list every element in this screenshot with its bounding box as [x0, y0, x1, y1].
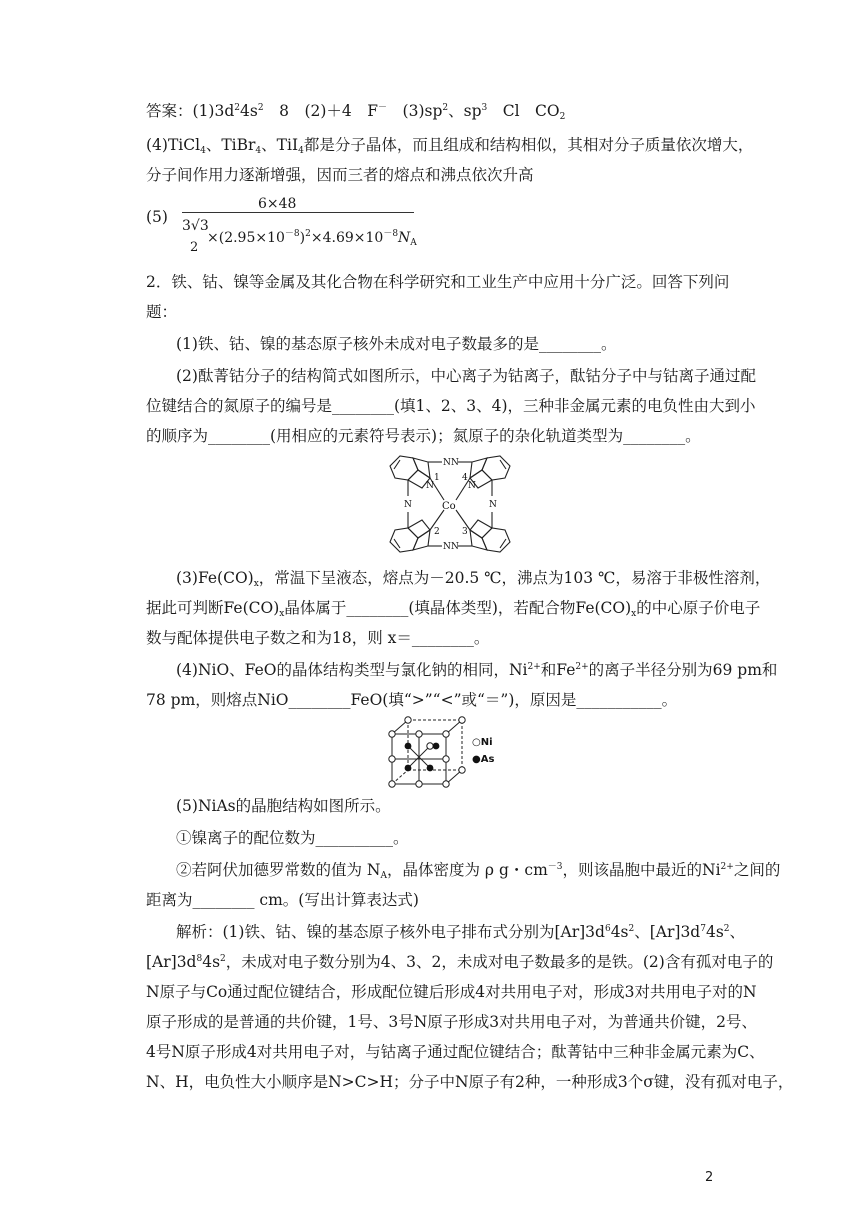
q2-part5-1: ①镍离子的配位数为__________。 [176, 829, 409, 847]
pc-n-label-inner4: N [468, 481, 476, 491]
answer-part4-line1: (4)TiCl$_4$、TiBr$_4$、TiI$_4$都是分子晶体，而且组成和结构相似，其相对分子质量依次增大， [146, 136, 754, 156]
analysis-line6: N、H，电负性大小顺序是N>C>H；分子中N原子有2种，一种形成3个σ键，没有孤对电子， [146, 1073, 794, 1091]
answer-label: 答案： [146, 102, 193, 120]
fraction-numerator: 6×48 [258, 196, 297, 212]
pc-n-label-bottom: N [443, 542, 451, 552]
fraction-bar [182, 212, 414, 213]
answer-part5-label: (5) [146, 208, 168, 226]
pc-n-label-top: N [443, 458, 451, 468]
q2-part2-line3: 的顺序为________(用相应的元素符号表示)；氮原子的杂化轨道类型为________。 [146, 427, 701, 445]
pc-number-3: 3 [462, 527, 468, 537]
pc-number-1: 1 [434, 473, 440, 483]
q2-part3-line2: 据此可判断$Fe(CO)_x$晶体属于________(填晶体类型)，若配合物$Fe(CO)_x$的中心原子价电子 [146, 599, 761, 619]
answer-line: 答案：$(1)3d^24s^2$ 8 (2)＋4 F－ $(3)sp^2$、$sp^3$ Cl $CO_2$ [146, 102, 566, 122]
q2-part3-line1: $(3)Fe(CO)_x$，常温下呈液态，熔点为－20.5 ℃，沸点为103 ℃，易溶于非极性溶剂， [176, 569, 771, 589]
analysis-line4: 原子形成的是普通的共价键，1号、3号N原子形成3对共用电子对，为普通共价键，2号、 [146, 1013, 758, 1031]
fraction-sub-denominator: 2 [190, 240, 199, 255]
q2-part4-line2: 78 pm，则熔点NiO________FeO(填“>”“<”或“＝”)，原因是___________。 [146, 691, 678, 709]
q2-intro-line1: 2．铁、钴、镍等金属及其化合物在科学研究和工业生产中应用十分广泛。回答下列问 [146, 273, 730, 291]
q2-part2-line2: 位键结合的氮原子的编号是________(填1、2、3、4)，三种非金属元素的电负性由大到小 [146, 397, 756, 415]
q2-part5-3: 距离为________ cm。(写出计算表达式) [146, 891, 419, 909]
pc-n-label-left: N [404, 500, 412, 510]
nias-unit-cell-figure [386, 716, 512, 788]
q2-intro-line2: 题： [146, 303, 178, 321]
analysis-line2: $[Ar]3d^84s^2$，未成对电子数分别为4、3、2，未成对电子数最多的是铁。(2)含有孤对电子的 [146, 953, 774, 971]
pc-number-4: 4 [462, 473, 468, 483]
nias-legend-ni: ○Ni [472, 737, 493, 748]
q2-part4-line1: (4)NiO、FeO的晶体结构类型与氯化钠的相同，$Ni^{2+}$和$Fe^{2+}$的离子半径分别为69 pm和 [176, 661, 778, 679]
answer-part4-line2: 分子间作用力逐渐增强，因而三者的熔点和沸点依次升高 [146, 166, 534, 184]
fraction-denominator: $\times(2.95\times 10^{-8})^2\times 4.69\times 10^{-8}N_A$ [207, 229, 417, 248]
pc-n-label-right: N [489, 500, 497, 510]
analysis-line5: 4号N原子形成4对共用电子对，与钴离子通过配位键结合；酞菁钴中三种非金属元素为C、 [146, 1043, 765, 1061]
q2-part2-line1: (2)酞菁钴分子的结构简式如图所示，中心离子为钴离子，酞钴分子中与钴离子通过配 [176, 367, 756, 385]
fraction-sqrt: 3√3 [182, 218, 209, 234]
nias-legend-as: ●As [472, 754, 495, 765]
pc-center-co: Co [442, 501, 456, 512]
cobalt-phthalocyanine-figure [380, 448, 520, 560]
analysis-line3: N原子与Co通过配位键结合，形成配位键后形成4对共用电子对，形成3对共用电子对的N [146, 983, 757, 1001]
q2-part5-2: ②若阿伏加德罗常数的值为 $N_A$，晶体密度为 ρ g・$cm^{-3}$，则该晶胞中最近的$Ni^{2+}$之间的 [176, 861, 781, 881]
pc-n-label-bottom2: N [451, 542, 459, 552]
q2-part5: (5)NiAs的晶胞结构如图所示。 [176, 797, 391, 815]
page-number: 2 [705, 1170, 714, 1185]
pc-number-2: 2 [434, 527, 440, 537]
q2-part3-line3: 数与配体提供电子数之和为18，则 x＝________。 [146, 629, 490, 647]
pc-n-label-top2: N [451, 458, 459, 468]
analysis-line1: 解析：(1)铁、钴、镍的基态原子核外电子排布式分别为$[Ar]3d^64s^2$、$[Ar]3d^74s^2$、 [176, 923, 746, 941]
pc-n-label-inner1: N [426, 481, 434, 491]
q2-part1: (1)铁、钴、镍的基态原子核外未成对电子数最多的是________。 [176, 335, 617, 353]
